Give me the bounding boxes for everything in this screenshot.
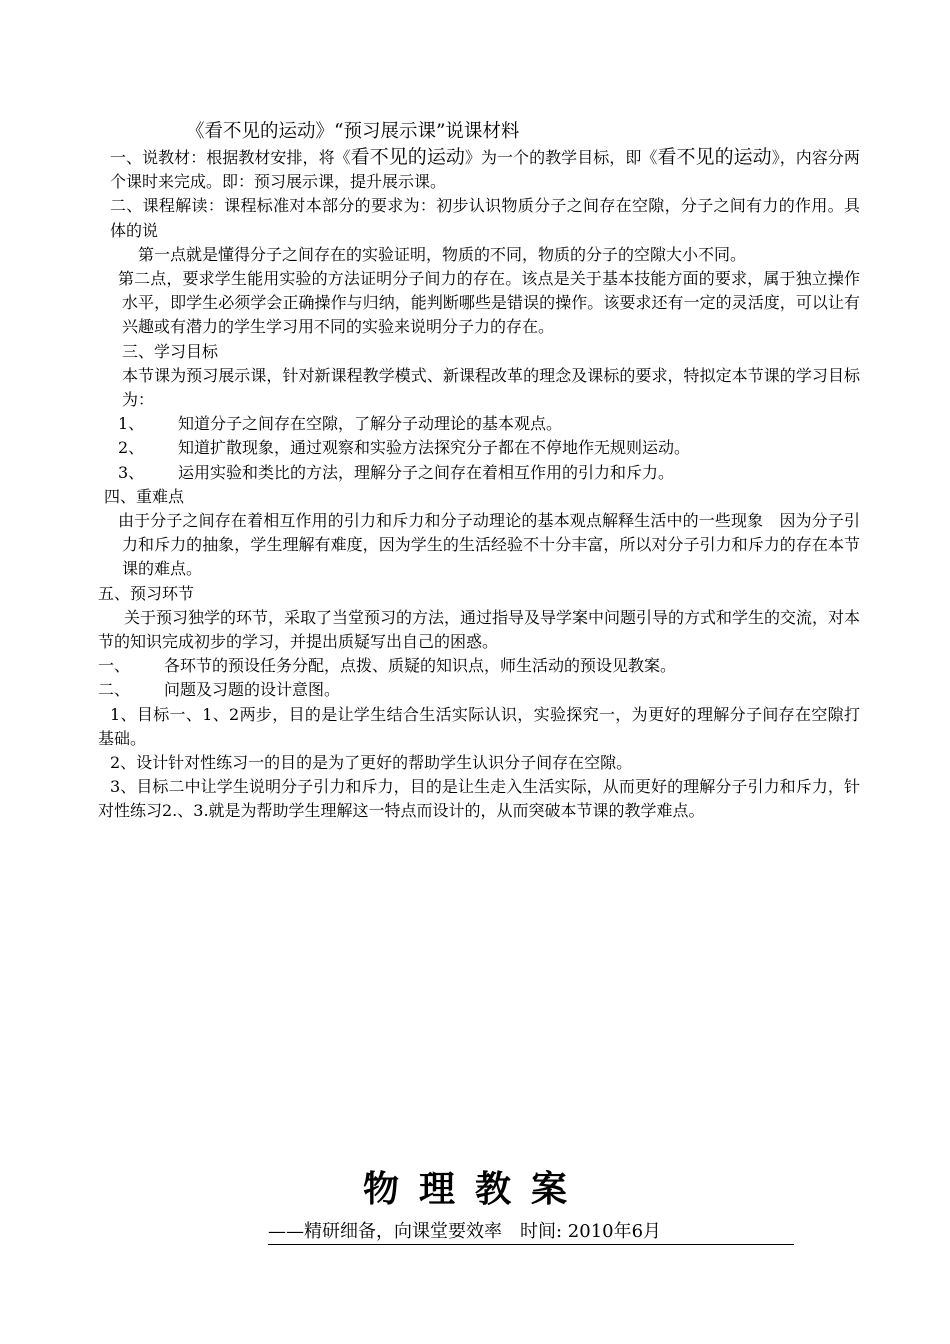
goal-number-3: 3、	[118, 462, 145, 482]
goal-text-2: 知道扩散现象，通过观察和实验方法探究分子都在不停地作无规则运动。	[178, 438, 691, 458]
section-1-paragraph	[98, 145, 860, 194]
section-5-paragraph: 关于预习独学的环节，采取了当堂预习的方法，通过指导及导学案中问题引导的方式和学生的交流，对本节的知识完成初步的学习，并提出质疑写出自己的困惑。	[98, 607, 861, 652]
goal-text-3: 运用实验和类比的方法，理解分子之间存在着相互作用的引力和斥力。	[178, 462, 675, 482]
document-title: 《看不见的运动》“预习展示课”说课材料	[186, 121, 520, 142]
section-4-paragraph: 由于分子之间存在着相互作用的引力和斥力和分子动理论的基本观点解释生活中的一些现象 因为分子引力和斥力的抽象，学生理解有难度，因为学生的生活经验不十分丰富，所以对分子引力和斥力的存在本节课的难点。	[118, 511, 860, 579]
step-text-1: 各环节的预设任务分配，点拨、质疑的知识点，师生活动的预设见教案。	[164, 656, 677, 676]
section-4-heading: 四、重难点	[104, 486, 185, 506]
step-number-2: 二、	[98, 680, 131, 700]
s1-book-title-2: 看不见的运	[657, 146, 753, 168]
section-3-intro: 本节课为预习展示课，针对新课程教学模式、新课程改革的理念及课标的要求，特拟定本节课的学习目标为：	[122, 365, 860, 410]
step-item-2	[98, 678, 860, 702]
design-point-2: 2、设计针对性练习一的目的是为了更好的帮助学生认识分子间存在空隙。	[110, 753, 633, 773]
goal-item-3	[98, 461, 860, 485]
goal-number-2: 2、	[118, 438, 145, 458]
s1-text-b: 》为一个的教学目标，即《	[464, 148, 658, 167]
design-point-1: 1、目标一、1、2两步，目的是让学生结合生活实际认识，实验探究一，为更好的理解分子间存在空隙打基础。	[98, 704, 860, 748]
goal-number-1: 1、	[118, 414, 145, 434]
step-item-1	[98, 654, 860, 678]
section-3-heading: 三、学习目标	[122, 341, 219, 361]
step-number-1: 一、	[98, 656, 131, 676]
s1-book-title-3: 动	[752, 146, 772, 168]
section-2-point-1: 第一点就是懂得分子之间存在的实验证明，物质的不同，物质的分子的空隙大小不同。	[138, 244, 747, 264]
footer-subtitle: ——精研细备，向课堂要效率 时间: 2010年6月	[268, 1220, 794, 1245]
s1-text-c: 》，内容分两个课时来完成。即：预习展示课，提升展示课。	[110, 148, 860, 192]
section-5-heading: 五、预习环节	[98, 583, 195, 603]
section-2-point-2: 第二点，要求学生能用实验的方法证明分子间力的存在。该点是关于基本技能方面的要求，属于独立操作水平，即学生必须学会正确操作与归纳，能判断哪些是错误的操作。该要求还有一定的灵活度，可以让有兴趣或有潜力的学生学习用不同的实验来说明分子力的存在。	[118, 269, 860, 337]
goal-item-2	[98, 436, 860, 460]
goal-text-1: 知道分子之间存在空隙，了解分子动理论的基本观点。	[178, 414, 563, 434]
goal-item-1	[98, 412, 860, 436]
footer-title: 物理教案	[362, 1169, 587, 1210]
step-text-2: 问题及习题的设计意图。	[164, 680, 341, 700]
design-point-3: 3、目标二中让学生说明分子引力和斥力，目的是让生走入生活实际，从而更好的理解分子引力和斥力，针对性练习2.、3.就是为帮助学生理解这一特点而设计的，从而突破本节课的教学难点。	[98, 777, 860, 821]
document-body	[98, 119, 860, 824]
s1-book-title: 看不见的运动	[350, 146, 465, 168]
section-2-paragraph: 二、课程解读：课程标准对本部分的要求为：初步认识物质分子之间存在空隙，分子之间有力的作用。具体的说	[110, 196, 860, 240]
s1-text-a: 一、说教材：根据教材安排，将《	[110, 148, 351, 167]
